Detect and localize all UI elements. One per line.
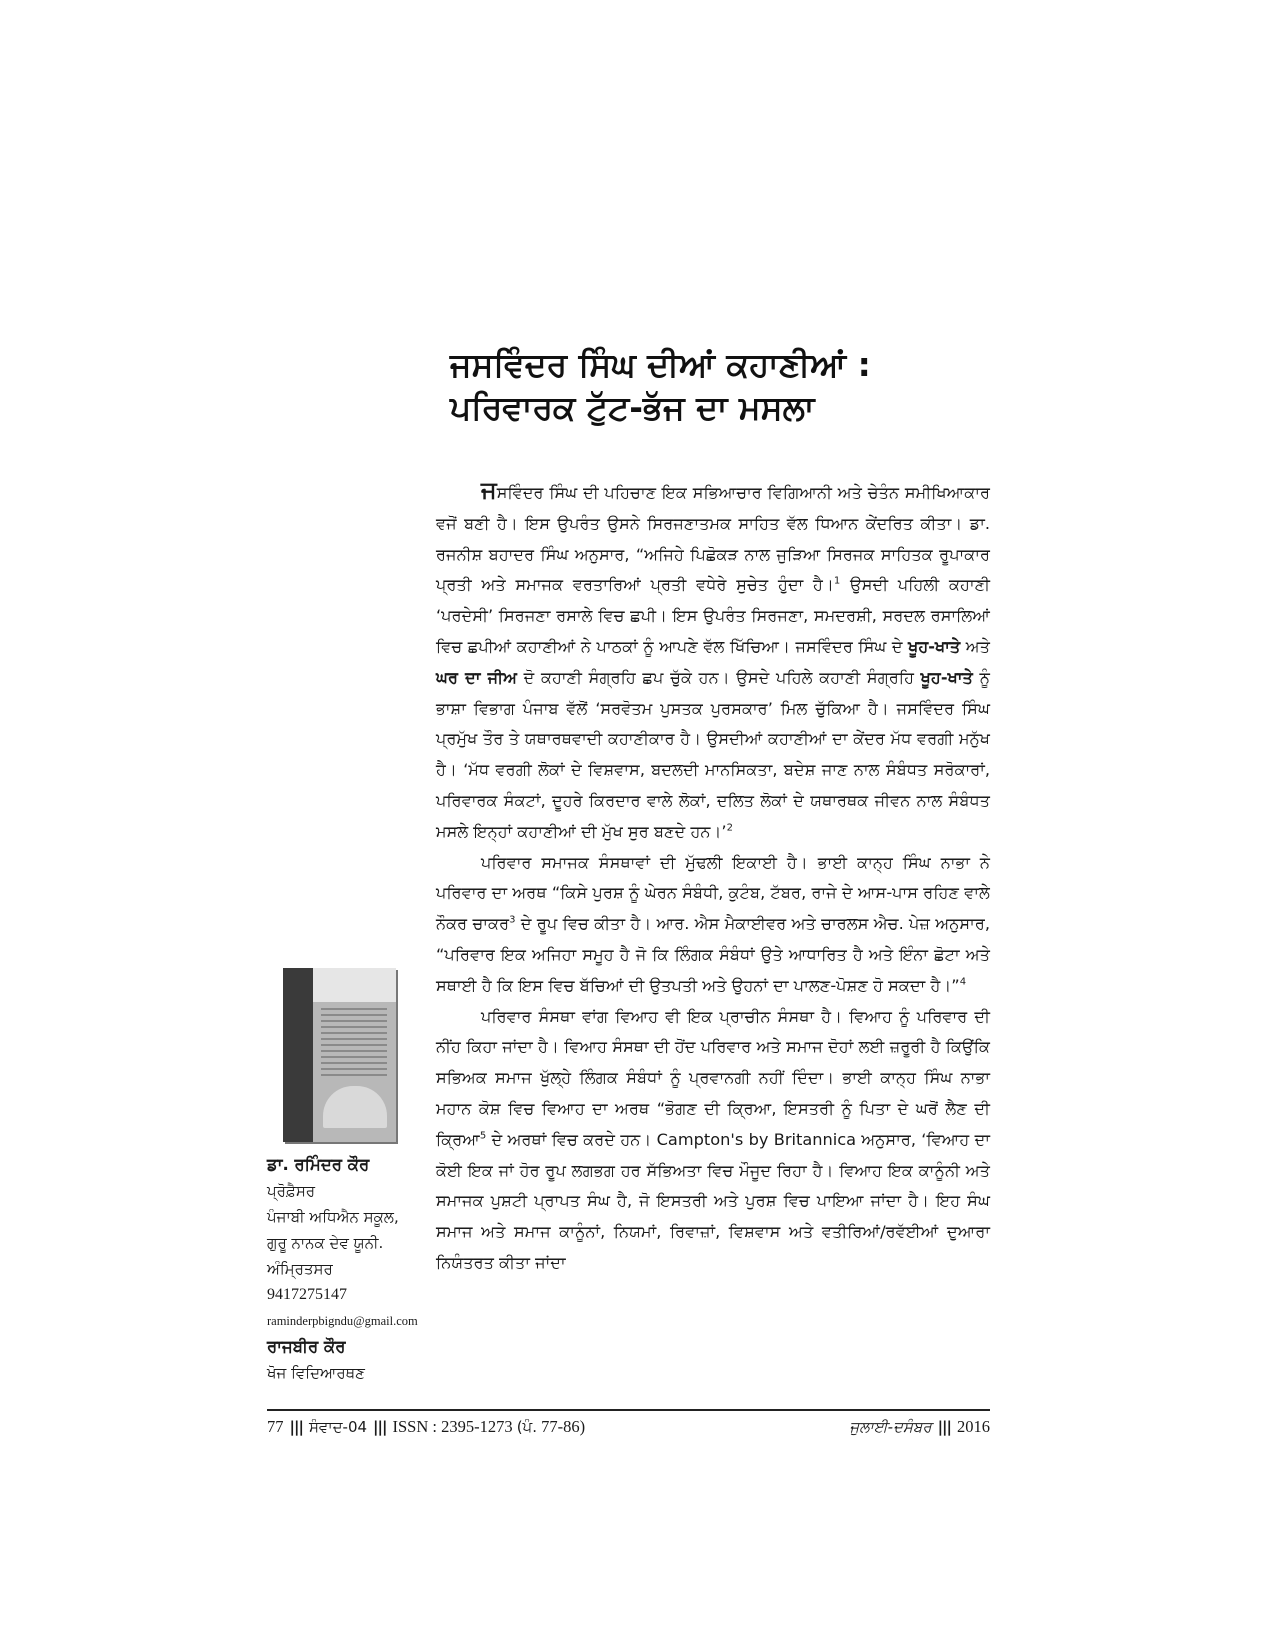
separator-icon: ||| [289,1418,303,1436]
author-email: raminderpbigndu@gmail.com [267,1314,418,1328]
author-city: ਅੰਮ੍ਰਿਤਸਰ [267,1260,333,1278]
footer-rule [267,1409,990,1411]
page-number: 77 [267,1417,284,1436]
paragraph-text: ਪਰਿਵਾਰ ਸੰਸਥਾ ਵਾਂਗ ਵਿਆਹ ਵੀ ਇਕ ਪ੍ਰਾਚੀਨ ਸੰਸਥਾ ਹੈ। ਵਿਆਹ ਨੂੰ ਪਰਿਵਾਰ ਦੀ ਨੀਂਹ ਕਿਹਾ ਜਾਂਦਾ ਹੈ। ਵਿਆਹ ਸੰਸਥਾ ਦੀ ਹੋਂਦ ਪਰਿਵਾਰ ਅਤੇ ਸਮਾਜ ਦੋਹਾਂ ਲਈ ਜ਼ਰੂਰੀ ਹੈ ਕਿਉਂਕਿ ਸਭਿਅਕ ਸਮਾਜ ਖੁੱਲ੍ਹੇ ਲਿੰਗਕ ਸੰਬੰਧਾਂ ਨੂੰ ਪ੍ਰਵਾਨਗੀ ਨਹੀਂ ਦਿੰਦਾ। ਭਾਈ ਕਾਨ੍ਹ ਸਿੰਘ ਨਾਭਾ ਮਹਾਨ ਕੋਸ਼ ਵਿਚ ਵਿਆਹ ਦਾ ਅਰਥ “ਭੋਗਣ ਦੀ ਕ੍ਰਿਆ, ਇਸਤਰੀ ਨੂੰ ਪਿਤਾ ਦੇ ਘਰੋਂ ਲੈਣ ਦੀ ਕ੍ਰਿਆ [436,1006,990,1149]
paragraph-text: ਉਸਦੀ ਪਹਿਲੀ ਕਹਾਣੀ ‘ਪਰਦੇਸੀ’ ਸਿਰਜਣਾ ਰਸਾਲੇ ਵਿਚ ਛਪੀ। ਇਸ ਉਪਰੰਤ ਸਿਰਜਣਾ, ਸਮਦਰਸ਼ੀ, ਸਰਦਲ ਰਸਾਲਿਆਂ ਵਿਚ ਛਪੀਆਂ ਕਹਾਣੀਆਂ ਨੇ ਪਾਠਕਾਂ ਨੂੰ ਆਪਣੇ ਵੱਲ ਖਿੱਚਿਆ। ਜਸਵਿੰਦਰ ਸਿੰਘ ਦੇ [436,575,990,656]
pages-prefix: (ਪੰ. [516,1418,537,1436]
drop-cap: ਜ [481,476,497,504]
book-title: ਖੂਹ-ਖਾਤੇ [920,667,973,687]
cover-temple-illustration [323,1086,387,1128]
page-footer [267,1417,990,1441]
author-name-1: ਡਾ. ਰਮਿੰਦਰ ਕੌਰ [267,1155,370,1174]
author-name-2: ਰਾਜਬੀਰ ਕੌਰ [267,1337,346,1356]
book-title: ਘਰ ਦਾ ਜੀਅ [436,667,517,687]
title-line-2: ਪਰਿਵਾਰਕ ਟੁੱਟ-ਭੱਜ ਦਾ ਮਸਲਾ [450,388,815,427]
author-department: ਪੰਜਾਬੀ ਅਧਿਐਨ ਸਕੂਲ, [267,1208,399,1226]
author-designation: ਪ੍ਰੋਫ਼ੈਸਰ [267,1182,316,1200]
paragraph-text: ਦੇ ਰੂਪ ਵਿਚ ਕੀਤਾ ਹੈ। ਆਰ. ਐਸ ਮੈਕਾਈਵਰ ਅਤੇ ਚਾਰਲਸ ਐਚ. ਪੇਜ਼ ਅਨੁਸਾਰ, “ਪਰਿਵਾਰ ਇਕ ਅਜਿਹਾ ਸਮੂਹ ਹੈ ਜੋ ਕਿ ਲਿੰਗਕ ਸੰਬੰਧਾਂ ਉਤੇ ਆਧਾਰਿਤ ਹੈ ਅਤੇ ਇੰਨਾ ਛੋਟਾ ਅਤੇ ਸਥਾਈ ਹੈ ਕਿ ਇਸ ਵਿਚ ਬੱਚਿਆਂ ਦੀ ਉਤਪਤੀ ਅਤੇ ਉਹਨਾਂ ਦਾ ਪਾਲਣ-ਪੋਸ਼ਣ ਹੋ ਸਕਦਾ ਹੈ।” [436,914,990,995]
footer-right [849,1417,990,1437]
author-role-2: ਖੋਜ ਵਿਦਿਆਰਥਣ [267,1364,365,1382]
article-body [436,478,990,1279]
cover-contents-lines [321,1008,387,1080]
paragraph-1 [436,478,990,848]
article-title [450,343,1010,429]
footer-left [267,1417,585,1437]
cover-masthead [313,968,396,1002]
footnote-ref-5: 5 [479,1130,487,1142]
issue-period: ਜੁਲਾਈ-ਦਸੰਬਰ [849,1418,932,1436]
issue-year: 2016 [957,1417,990,1436]
paragraph-text: ਦੋ ਕਹਾਣੀ ਸੰਗ੍ਰਹਿ ਛਪ ਚੁੱਕੇ ਹਨ। ਉਸਦੇ ਪਹਿਲੇ ਕਹਾਣੀ ਸੰਗ੍ਰਹਿ [517,667,921,687]
footnote-ref-3: 3 [509,914,516,926]
title-line-1: ਜਸਵਿੰਦਰ ਸਿੰਘ ਦੀਆਂ ਕਹਾਣੀਆਂ : [450,345,871,384]
footnote-ref-2: 2 [726,822,733,834]
footnote-ref-4: 4 [959,976,967,988]
issn: ISSN : 2395-1273 [392,1417,513,1436]
author-phone: 9417275147 [267,1286,347,1303]
paragraph-text: ਸਵਿੰਦਰ ਸਿੰਘ ਦੀ ਪਹਿਚਾਣ ਇਕ ਸਭਿਆਚਾਰ ਵਿਗਿਆਨੀ ਅਤੇ ਚੇਤੰਨ ਸਮੀਖਿਆਕਾਰ ਵਜੋਂ ਬਣੀ ਹੈ। ਇਸ ਉਪਰੰਤ ਉਸਨੇ ਸਿਰਜਣਾਤਮਕ ਸਾਹਿਤ ਵੱਲ ਧਿਆਨ ਕੇਂਦਰਿਤ ਕੀਤਾ। ਡਾ. ਰਜਨੀਸ਼ ਬਹਾਦਰ ਸਿੰਘ ਅਨੁਸਾਰ, “ਅਜਿਹੇ ਪਿਛੋਕੜ ਨਾਲ ਜੁੜਿਆ ਸਿਰਜਕ ਸਾਹਿਤਕ ਰੂਪਾਕਾਰ ਪ੍ਰਤੀ ਅਤੇ ਸਮਾਜਕ ਵਰਤਾਰਿਆਂ ਪ੍ਰਤੀ ਵਧੇਰੇ ਸੁਚੇਤ ਹੁੰਦਾ ਹੈ। [436,483,990,595]
cover-spine [283,968,313,1142]
paragraph-3 [436,1002,990,1279]
paragraph-text: ਪਰਿਵਾਰ ਸਮਾਜਕ ਸੰਸਥਾਵਾਂ ਦੀ ਮੁੱਢਲੀ ਇਕਾਈ ਹੈ। ਭਾਈ ਕਾਨ੍ਹ ਸਿੰਘ ਨਾਭਾ ਨੇ ਪਰਿਵਾਰ ਦਾ ਅਰਥ “ਕਿਸੇ ਪੁਰਸ਼ ਨੂੰ ਘੇਰਨ ਸੰਬੰਧੀ, ਕੁਟੰਬ, ਟੱਬਰ, ਰਾਜੇ ਦੇ ਆਸ-ਪਾਸ ਰਹਿਣ ਵਾਲੇ ਨੌਕਰ ਚਾਕਰ [436,852,990,934]
paragraph-2 [436,848,990,1002]
author-info [267,1152,437,1386]
author-university: ਗੁਰੂ ਨਾਨਕ ਦੇਵ ਯੂਨੀ. [267,1234,384,1252]
paragraph-text: ਦੇ ਅਰਥਾਂ ਵਿਚ ਕਰਦੇ ਹਨ। Campton's by Britannica ਅਨੁਸਾਰ, ‘ਵਿਆਹ ਦਾ ਕੋਈ ਇਕ ਜਾਂ ਹੋਰ ਰੂਪ ਲਗਭਗ ਹਰ ਸੱਭਿਅਤਾ ਵਿਚ ਮੌਜੂਦ ਰਿਹਾ ਹੈ। ਵਿਆਹ ਇਕ ਕਾਨੂੰਨੀ ਅਤੇ ਸਮਾਜਕ ਪੁਸ਼ਟੀ ਪ੍ਰਾਪਤ ਸੰਘ ਹੈ, ਜੋ ਇਸਤਰੀ ਅਤੇ ਪੁਰਸ਼ ਵਿਚ ਪਾਇਆ ਜਾਂਦਾ ਹੈ। ਇਹ ਸੰਘ ਸਮਾਜ ਅਤੇ ਸਮਾਜ ਕਾਨੂੰਨਾਂ, ਨਿਯਮਾਂ, ਰਿਵਾਜ਼ਾਂ, ਵਿਸ਼ਵਾਸ ਅਤੇ ਵਤੀਰਿਆਂ/ਰਵੱਈਆਂ ਦੁਆਰਾ ਨਿਯੰਤਰਤ ਕੀਤਾ ਜਾਂਦਾ [436,1129,990,1272]
footnote-ref-1: 1 [833,576,841,587]
page-range: 77-86) [541,1417,586,1436]
separator-icon: ||| [373,1418,387,1436]
separator-icon: ||| [937,1418,951,1436]
paragraph-text: ਅਤੇ [960,636,990,656]
paragraph-text: ਨੂੰ ਭਾਸ਼ਾ ਵਿਭਾਗ ਪੰਜਾਬ ਵੱਲੋਂ ‘ਸਰਵੋਤਮ ਪੁਸਤਕ ਪੁਰਸਕਾਰ’ ਮਿਲ ਚੁੱਕਿਆ ਹੈ। ਜਸਵਿੰਦਰ ਸਿੰਘ ਪ੍ਰਮੁੱਖ ਤੌਰ ਤੇ ਯਥਾਰਥਵਾਦੀ ਕਹਾਣੀਕਾਰ ਹੈ। ਉਸਦੀਆਂ ਕਹਾਣੀਆਂ ਦਾ ਕੇਂਦਰ ਮੱਧ ਵਰਗੀ ਮਨੁੱਖ ਹੈ। ‘ਮੱਧ ਵਰਗੀ ਲੋਕਾਂ ਦੇ ਵਿਸ਼ਵਾਸ, ਬਦਲਦੀ ਮਾਨਸਿਕਤਾ, ਬਦੇਸ਼ ਜਾਣ ਨਾਲ ਸੰਬੰਧਤ ਸਰੋਕਾਰਾਂ, ਪਰਿਵਾਰਕ ਸੰਕਟਾਂ, ਦੂਹਰੇ ਕਿਰਦਾਰ ਵਾਲੇ ਲੋਕਾਂ, ਦਲਿਤ ਲੋਕਾਂ ਦੇ ਯਥਾਰਥਕ ਜੀਵਨ ਨਾਲ ਸੰਬੰਧਤ ਮਸਲੇ ਇਨ੍ਹਾਂ ਕਹਾਣੀਆਂ ਦੀ ਮੁੱਖ ਸੁਰ ਬਣਦੇ ਹਨ।’ [436,667,990,841]
journal-name: ਸੰਵਾਦ-04 [308,1418,368,1436]
journal-cover-image [283,968,396,1142]
book-title: ਖੂਹ-ਖਾਤੇ [908,636,961,656]
